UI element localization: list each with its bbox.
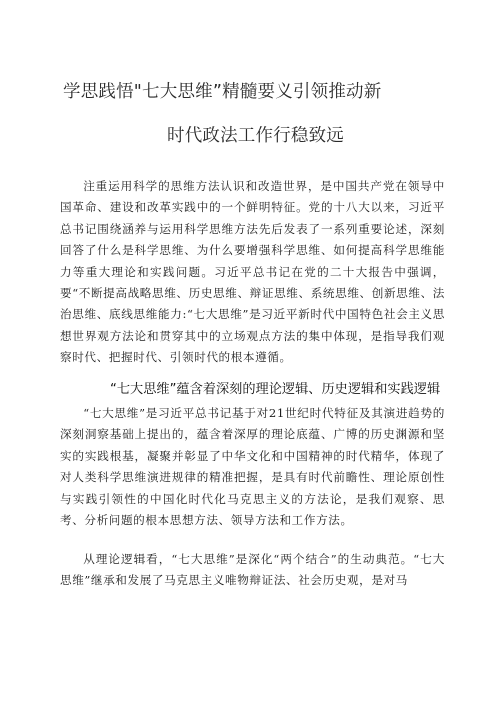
intro-paragraph-block (60, 176, 445, 369)
paragraph-3-block (60, 549, 445, 592)
intro-paragraph: 注重运用科学的思维方法认识和改造世界，是中国共产党在领导中国革命、建设和改革实践中的一个鲜明特征。党的十八大以来，习近平总书记围绕涵养与运用科学思维方法先后发表了一系列重要论述，深刻回答了什么是科学思维、为什么要增强科学思维、如何提高科学思维能力等重大理论和实践问题。习近平总书记在党的二十大报告中强调，要“不断提高战略思维、历史思维、辩证思维、系统思维、创新思维、法治思维、底线思维能力:“七大思维”是习近平新时代中国特色社会主义思想世界观方法论和贯穿其中的立场观点方法的集中体现，是指导我们观察时代、把握时代、引领时代的根本遵循。 (60, 179, 445, 365)
doc-title-line-1: 学思践悟"七大思维”精髓要义引领推动新 (63, 82, 382, 102)
doc-title-line-2: 时代政法工作行稳致远 (167, 126, 344, 146)
section-heading: “七大思维”蕴含着深刻的理论逻辑、历史逻辑和实践逻辑 (110, 382, 441, 397)
paragraph-2-block (60, 403, 445, 531)
paragraph-3: 从理论逻辑看，“七大思维”是深化“两个结合”的生动典范。“七大思维”继承和发展了马克思主义唯物辩证法、社会历史观，是对马 (60, 552, 445, 588)
paragraph-2: “七大思维”是习近平总书记基于对21世纪时代特征及其演进趋势的深刻洞察基础上提出的，蕴含着深厚的理论底蕴、广博的历史渊源和坚实的实践根基，凝聚并彰显了中华文化和中国精神的时代精华，体现了对人类科学思维演进规律的精准把握，是具有时代前瞻性、理论原创性与实践引领性的中国化时代化马克思主义的方法论，是我们观察、思考、分析问题的根本思想方法、领导方法和工作方法。 (60, 406, 445, 528)
